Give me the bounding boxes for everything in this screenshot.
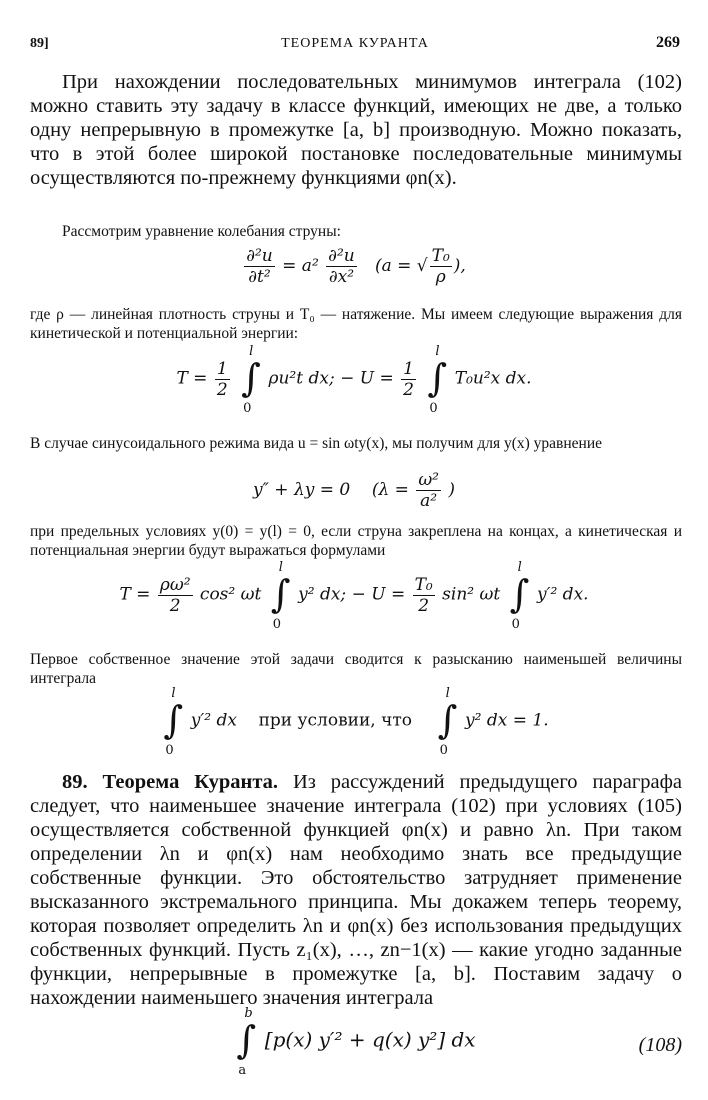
page-header [30,34,680,58]
paragraph-7: 89. Теорема Куранта. Из рассуждений предыдущего параграфа следует, что наименьшее значение интеграла (102) при условиях (105) осуществляется собственной функцией φn(x) и равно λn. При таком определении λn и φn(x) нам необходимо знать все предыдущие собственные функции. Это обстоятельство затрудняет применение высказанного экстремального принципа. Мы докажем теперь теорему, которая позволяет определить λn и φn(x) без использования предыдущих собственных функций. Пусть z₁(x), …, zn−1(x) — какие угодно заданные функции, непрерывные в промежутке [a, b]. Поставим задачу о нахождении наименьшего значения интеграла [30,771,682,1009]
page-number: 269 [656,34,680,51]
equation-energy-2: T = $\frac{\text{ρω²}}{2}$ cos² ωt l ∫ 0 y² dx; − U = $\frac{\text{T₀}}{2}$ sin² ωt l ∫ 0 y′² dx. [119,560,589,632]
section-heading: 89. Теорема Куранта. [62,771,279,793]
running-title: ТЕОРЕМА КУРАНТА [281,36,429,51]
section-ref: 89] [30,36,49,51]
equation-wave: $\frac{\text{∂²u}}{\text{∂t²}}$ = a² $\frac{\text{∂²u}}{\text{∂x²}}$ (a = √ $\frac{\text{T₀}}{\rho}$ ), [246,246,466,287]
paragraph-3: где ρ — линейная плотность струны и T₀ — натяжение. Мы имеем следующие выражения для кинетической и потенциальной энергии: [30,306,682,342]
equation-energy: T = $\frac{1}{2}$ l ∫ 0 ρu²t dx; − U = $\frac{1}{2}$ l ∫ 0 T₀u²x dx. [176,344,532,416]
paragraph-6: Первое собственное значение этой задачи сводится к разысканию наименьшей величины интеграла [30,651,682,687]
paragraph-2: Рассмотрим уравнение колебания струны: [62,223,341,240]
paragraph-4: В случае синусоидального режима вида u = sin ωty(x), мы получим для y(x) уравнение [30,435,602,452]
equation-number: (108) [638,1034,682,1056]
equation-constraint: l ∫ 0 y′² dx при условии, что l ∫ 0 y² dx = 1. [163,686,549,758]
equation-ode: y″ + λy = 0 (λ = $\frac{\text{ω²}}{\text{a²}}$ ) [252,470,456,511]
paragraph-1: При нахождении последовательных минимумов интеграла (102) можно ставить эту задачу в классе функций, имеющих не две, а только одну непрерывную в промежутке [a, b] производную. Можно показать, что в этой более широкой постановке последовательные минимумы осуществляются по-прежнему функциями φn(x). [30,71,682,189]
equation-108: b ∫ a [p(x) y′² + q(x) y²] dx (108) [236,1006,682,1078]
paragraph-5: при предельных условиях y(0) = y(l) = 0, если струна закреплена на концах, а кинетическая и потенциальная энергии будут выражаться формулами [30,523,682,559]
